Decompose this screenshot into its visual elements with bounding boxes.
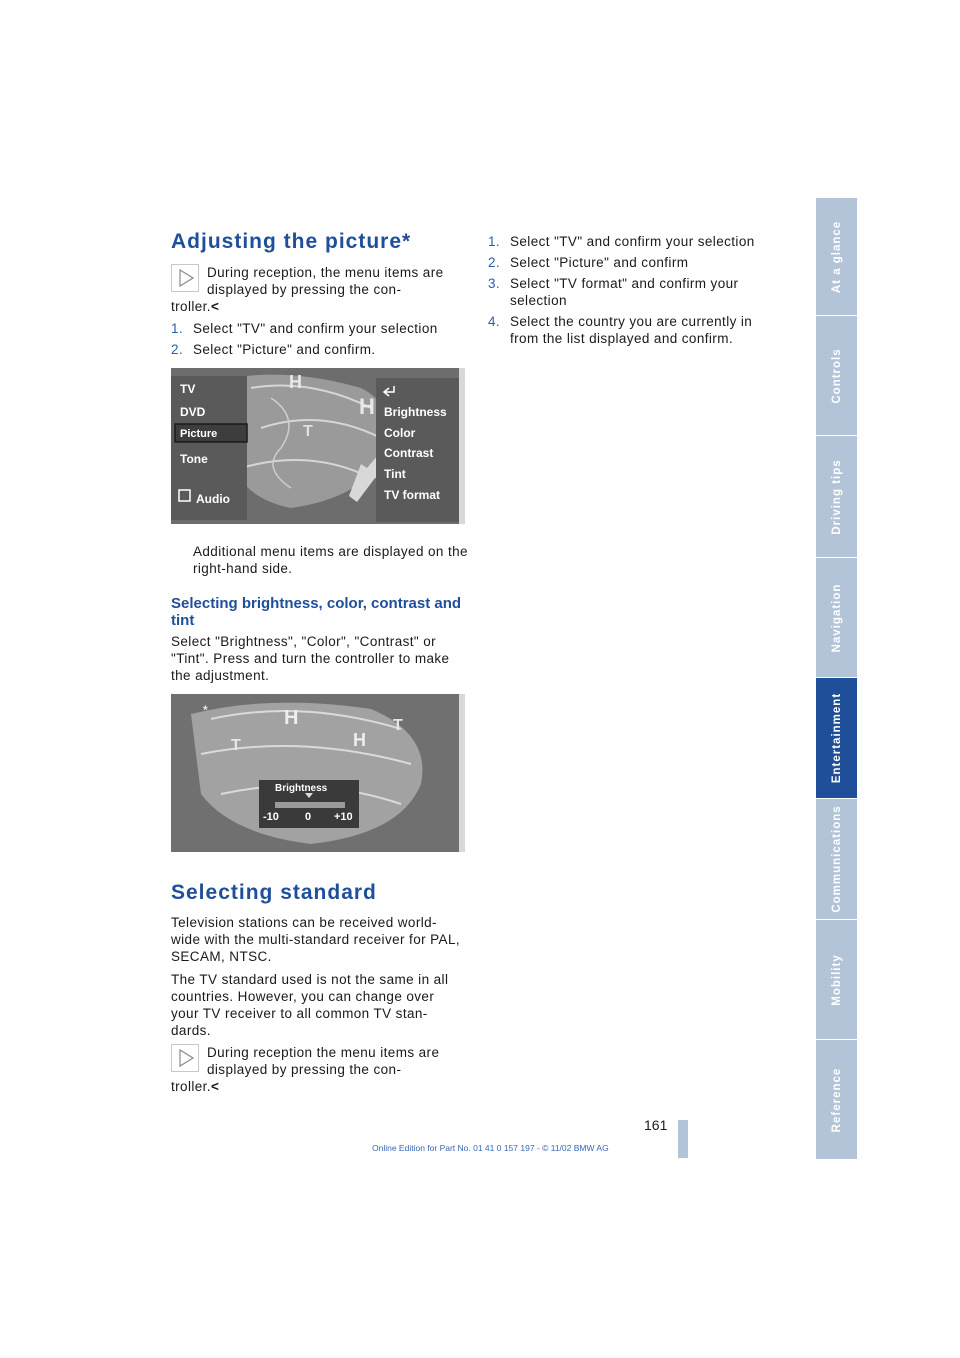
- note-text-2: During reception the menu items are displayed by pressing the con-: [207, 1045, 440, 1077]
- side-tab-mobility[interactable]: Mobility: [816, 920, 857, 1040]
- menu-item-tint: Tint: [384, 467, 406, 481]
- end-marker-icon: <: [210, 299, 220, 314]
- svg-text:T: T: [393, 717, 403, 734]
- tv-menu-screenshot: [171, 368, 465, 524]
- standard-para-1: Television stations can be received world-wide with the multi-standard receiver for PAL, SECAM, NTSC.: [171, 915, 461, 964]
- menu-item-tv-format: TV format: [384, 488, 441, 502]
- side-tab-reference[interactable]: Reference: [816, 1040, 857, 1160]
- brightness-body-text: Select "Brightness", "Color", "Contrast" or "Tint". Press and turn the controller to make the adjustment.: [171, 634, 450, 683]
- menu-item-picture: Picture: [180, 428, 218, 440]
- brightness-screenshot: [171, 694, 465, 852]
- menu-item-color: Color: [384, 426, 416, 440]
- page-number: 161: [644, 1117, 668, 1133]
- note-end-1: troller.: [171, 299, 211, 314]
- svg-text:H: H: [289, 372, 302, 392]
- menu-item-tone: Tone: [180, 452, 208, 466]
- note-end-2: troller.: [171, 1079, 211, 1094]
- list-item: 1. Select "TV" and confirm your selection: [488, 234, 755, 249]
- after-image-text: Additional menu items are displayed on the right-hand side.: [193, 544, 468, 576]
- note-text-1: During reception, the menu items are displayed by pressing the con-: [207, 265, 444, 297]
- menu-item-brightness: Brightness: [384, 405, 447, 419]
- list-item: 2. Select "Picture" and confirm.: [171, 342, 376, 357]
- side-tab-controls[interactable]: Controls: [816, 316, 857, 436]
- side-tab-communications[interactable]: Communications: [816, 799, 857, 920]
- side-tab-entertainment[interactable]: Entertainment: [816, 678, 857, 799]
- section-title-adjusting-picture: Adjusting the picture*: [171, 230, 412, 253]
- footer-edition-text[interactable]: Online Edition for Part No. 01 41 0 157 197 - © 11/02 BMW AG: [372, 1143, 609, 1153]
- list-item: 4. Select the country you are currently in from the list displayed and confirm.: [488, 314, 753, 346]
- side-tab-driving-tips[interactable]: Driving tips: [816, 436, 857, 558]
- note-arrow-icon: [171, 1044, 199, 1072]
- list-item: 1. Select "TV" and confirm your selection: [171, 321, 438, 336]
- list-item: 2. Select "Picture" and confirm: [488, 255, 689, 270]
- steps-list-2: [488, 233, 778, 347]
- scale-mid: 0: [305, 811, 312, 823]
- list-item: 3. Select "TV format" and confirm your selection: [488, 276, 739, 308]
- side-tab-navigation[interactable]: Navigation: [816, 558, 857, 678]
- side-tab-at-a-glance[interactable]: At a glance: [816, 198, 857, 316]
- svg-text:H: H: [284, 707, 299, 729]
- menu-item-tv: TV: [180, 382, 196, 396]
- steps-list-1: [171, 320, 466, 358]
- standard-para-2: The TV standard used is not the same in all countries. However, you can change over your TV receiver to all common TV stan-dards.: [171, 972, 449, 1038]
- menu-item-dvd: DVD: [180, 405, 206, 419]
- note-block-1: [171, 264, 461, 315]
- note-block-2: [171, 1044, 461, 1095]
- svg-text:H: H: [353, 730, 366, 750]
- svg-text:*: *: [203, 703, 208, 717]
- svg-text:T: T: [303, 423, 313, 440]
- page-number-bar: [678, 1120, 688, 1158]
- scale-min: -10: [263, 811, 279, 823]
- svg-text:H: H: [359, 394, 375, 419]
- note-arrow-icon: [171, 264, 199, 292]
- weather-map-background-2: [171, 694, 465, 852]
- section-title-brightness: Selecting brightness, color, contrast and tint: [171, 595, 462, 629]
- svg-text:T: T: [231, 737, 241, 754]
- scale-max: +10: [334, 811, 353, 823]
- menu-item-contrast: Contrast: [384, 446, 434, 460]
- brightness-label: Brightness: [275, 783, 328, 794]
- end-marker-icon: <: [210, 1079, 220, 1094]
- section-title-selecting-standard: Selecting standard: [171, 881, 377, 904]
- menu-item-audio: Audio: [196, 492, 230, 506]
